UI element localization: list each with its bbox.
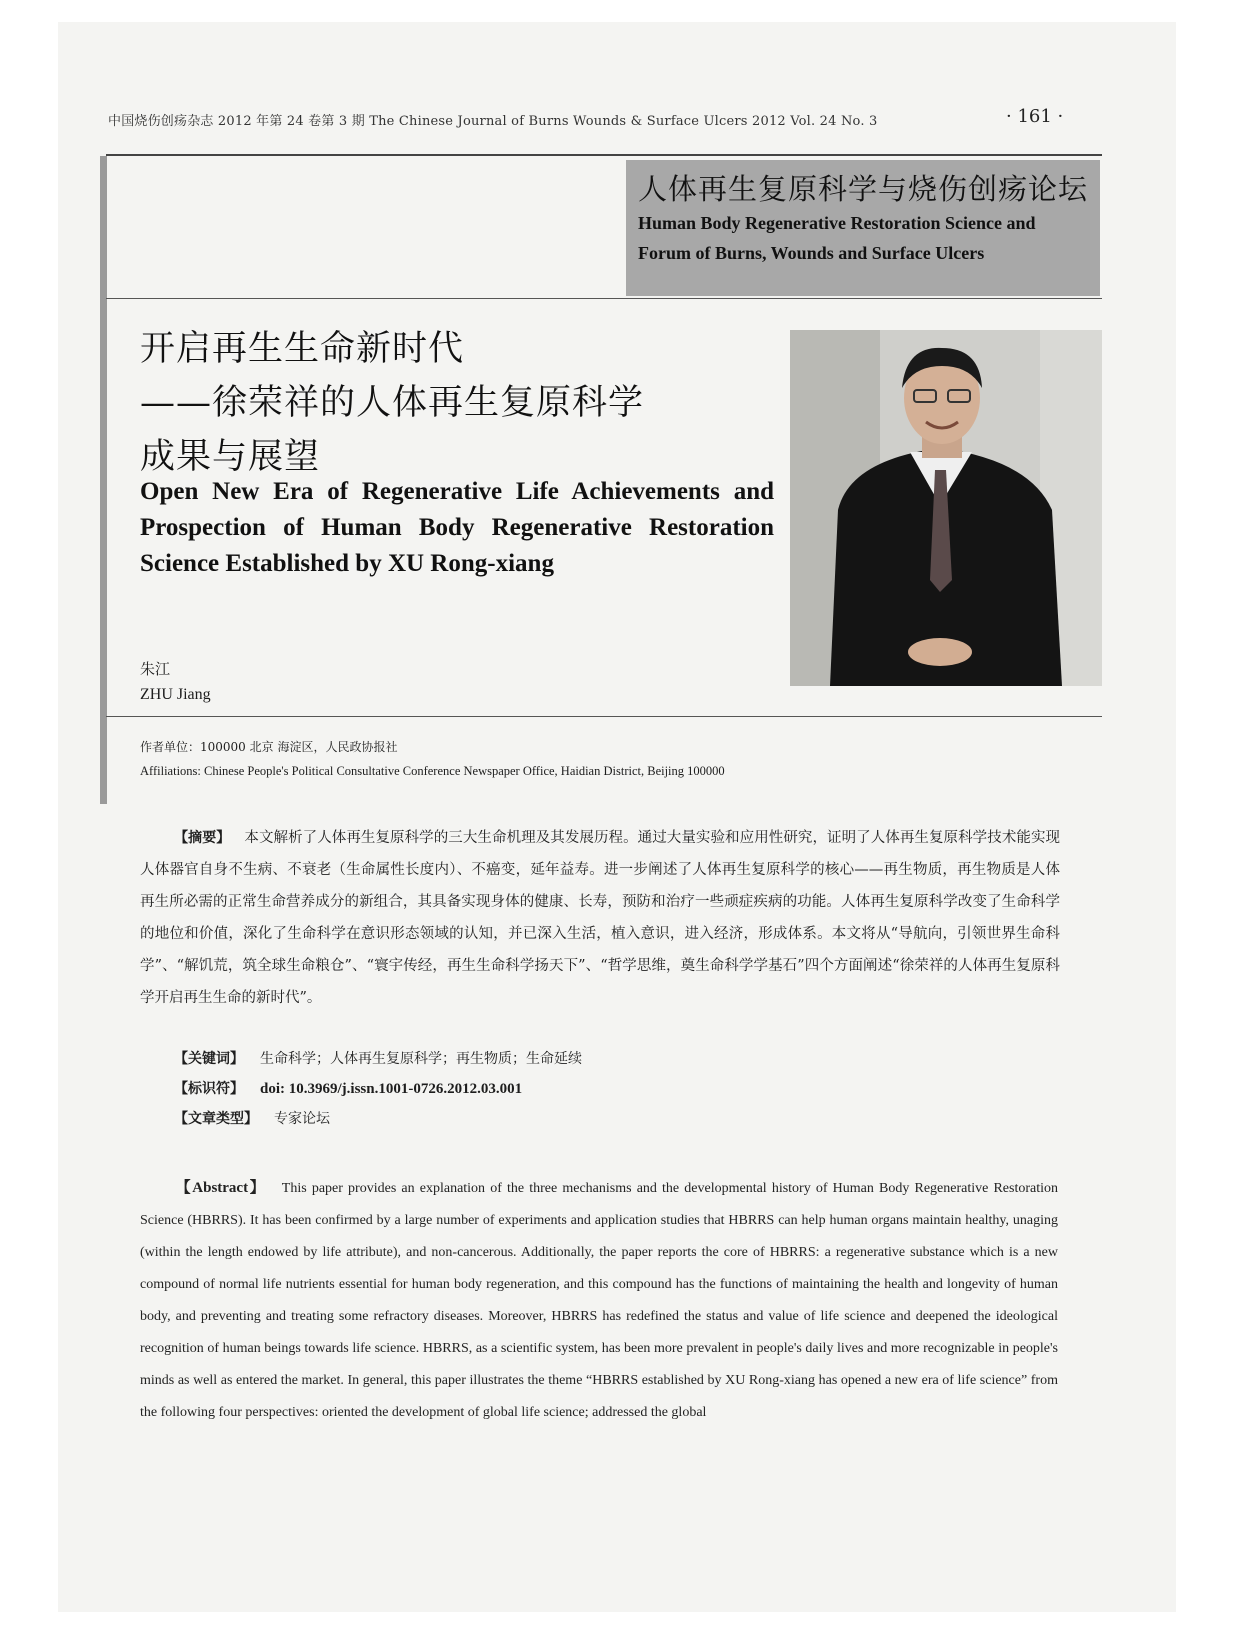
author-name-en: ZHU Jiang (140, 686, 211, 703)
running-head: 中国烧伤创疡杂志 2012 年第 24 卷第 3 期 The Chinese Journal of Burns Wounds & Surface Ulcers 2012 Vol. 24 No. 3 (108, 114, 878, 129)
keywords-row (174, 1048, 582, 1068)
journal-page (58, 22, 1176, 1612)
photo-rule (106, 716, 1102, 717)
portrait-illustration (790, 330, 1102, 686)
section-rule (106, 298, 1102, 299)
forum-title-en-line1: Human Body Regenerative Restoration Science and (638, 213, 1036, 233)
identifier-row (174, 1078, 522, 1098)
top-rule (106, 154, 1102, 156)
article-type-label: 【文章类型】 (174, 1111, 258, 1127)
article-type-row (174, 1108, 330, 1128)
article-title-cn-line3: 成果与展望 (140, 437, 321, 477)
keywords-value: 生命科学；人体再生复原科学；再生物质；生命延续 (260, 1051, 582, 1067)
page-number: · 161 · (1006, 106, 1064, 127)
affiliation-cn: 作者单位：100000 北京 海淀区，人民政协报社 (140, 740, 398, 754)
forum-banner (626, 160, 1100, 296)
abstract-cn-label: 【摘要】 (174, 830, 231, 846)
article-type-value: 专家论坛 (274, 1111, 330, 1127)
keywords-label: 【关键词】 (174, 1051, 244, 1067)
forum-title-en-line2: Forum of Burns, Wounds and Surface Ulcers (638, 243, 985, 263)
forum-title-cn: 人体再生复原科学与烧伤创疡论坛 (638, 172, 1089, 206)
doi-value: doi: 10.3969/j.issn.1001-0726.2012.03.001 (260, 1081, 523, 1097)
article-title-en: Open New Era of Regenerative Life Achievements and Prospection of Human Body Regenerative Restoration Science Established by XU Rong-xiang (140, 478, 774, 577)
abstract-en-text: This paper provides an explanation of the three mechanisms and the developmental history of Human Body Regenerative Restoration Science (HBRRS). It has been confirmed by a large number of experiments and application studies that HBRRS can help human organs maintain healthy, unaging (within the length endowed by life attribute), and non-cancerous. Additionally, the paper reports the core of HBRRS: a regenerative substance which is a new compound of normal life nutrients essential for human body regeneration, and this compound has the functions of maintaining the health and longevity of human body, and preventing and treating some refractory diseases. Moreover, HBRRS has redefined the status and value of life science and deepened the ideological recognition of human beings towards life science. HBRRS, as a scientific system, has been more prevalent in people's daily lives and more recognizable in people's minds as well as entered the market. In general, this paper illustrates the theme “HBRRS established by XU Rong-xiang has opened a new era of life science” from the following four perspectives: oriented the development of global life science; addressed the global (140, 1181, 1059, 1420)
article-title-cn-line2: ——徐荣祥的人体再生复原科学 (140, 383, 645, 423)
abstract-en (140, 1172, 1058, 1429)
left-margin-bar (100, 156, 107, 804)
author-portrait-photo (790, 330, 1102, 686)
abstract-cn (140, 822, 1060, 1014)
abstract-cn-text: 本文解析了人体再生复原科学的三大生命机理及其发展历程。通过大量实验和应用性研究，证明了人体再生复原科学技术能实现人体器官自身不生病、不衰老（生命属性长度内）、不癌变，延年益寿。进一步阐述了人体再生复原科学的核心——再生物质，再生物质是人体再生所必需的正常生命营养成分的新组合，其具备实现身体的健康、长寿，预防和治疗一些顽症疾病的功能。人体再生复原科学改变了生命科学的地位和价值，深化了生命科学在意识形态领域的认知，并已深入生活，植入意识，进入经济，形成体系。本文将从“导航向，引领世界生命科学”、“解饥荒，筑全球生命粮仓”、“寰宇传经，再生生命科学扬天下”、“哲学思维，奠生命科学学基石”四个方面阐述“徐荣祥的人体再生复原科学开启再生生命的新时代”。 (140, 830, 1061, 1006)
author-name-cn: 朱江 (140, 660, 171, 678)
article-title-cn (140, 322, 780, 484)
identifier-label: 【标识符】 (174, 1081, 244, 1097)
abstract-en-label: 【Abstract】 (174, 1180, 267, 1196)
affiliation-en: Affiliations: Chinese People's Political Consultative Conference Newspaper Office, Haidian District, Beijing 100000 (140, 764, 725, 778)
article-title-cn-line1: 开启再生生命新时代 (140, 329, 465, 369)
